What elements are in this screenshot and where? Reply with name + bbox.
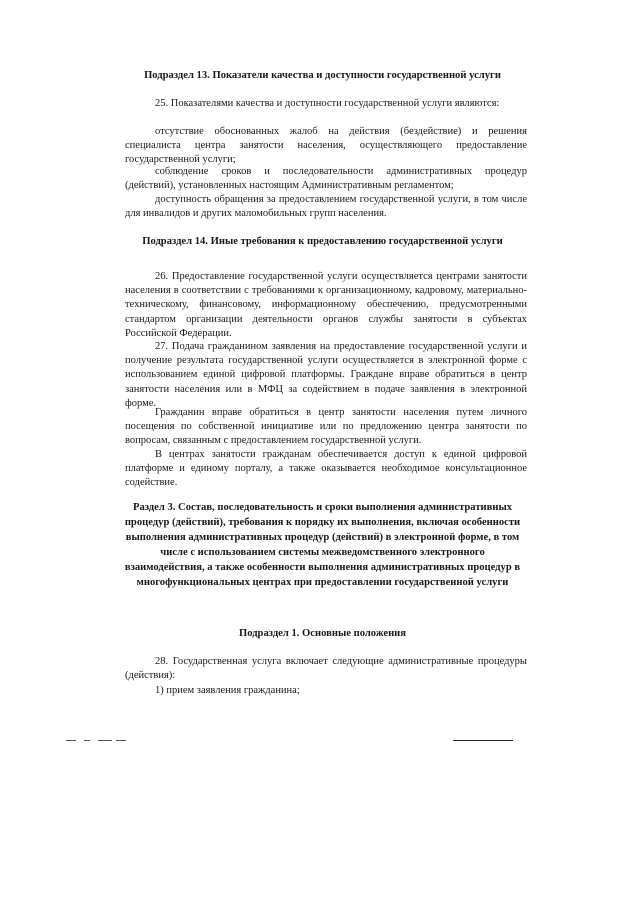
paragraph-25: 25. Показателями качества и доступности государственной услуги являются: bbox=[155, 98, 500, 109]
quality-indicator-3: доступность обращения за предоставлением государственной услуги, в том числе для инвалидов и других маломобильных групп населения. bbox=[125, 194, 527, 220]
footer-marks bbox=[0, 738, 640, 744]
paragraph-28: 28. Государственная услуга включает следующие административные процедуры (действия): bbox=[125, 656, 527, 682]
footer-dash bbox=[84, 740, 90, 741]
quality-indicator-2: соблюдение сроков и последовательности административных процедур (действий), установленных настоящим Административным регламентом; bbox=[125, 166, 527, 192]
footer-rule bbox=[453, 740, 513, 741]
procedure-item-1: 1) прием заявления гражданина; bbox=[155, 685, 300, 696]
quality-indicator-1: отсутствие обоснованных жалоб на действия (бездействие) и решения специалиста центра занятости населения, осуществляющего предоставление государственной услуги; bbox=[125, 126, 527, 166]
paragraph-27-citizen: Гражданин вправе обратиться в центр занятости населения путем личного посещения по собственной инициативе или по предложению центра занятости по вопросам, связанным с предоставлением государственной услуги. bbox=[125, 407, 527, 447]
footer-dash bbox=[66, 740, 76, 741]
subsection-13-heading: Подраздел 13. Показатели качества и доступности государственной услуги bbox=[144, 70, 501, 81]
subsection-14-heading: Подраздел 14. Иные требования к предоставлению государственной услуги bbox=[142, 236, 503, 247]
paragraph-27: 27. Подача гражданином заявления на предоставление государственной услуги и получение результата государственной услуги осуществляется в электронной форме с использованием единой цифровой платформы. Граждане вправе обратиться в центр занятости населения или в МФЦ за содействием в подаче заявления в электронной форме. bbox=[125, 341, 527, 409]
footer-dash bbox=[98, 740, 112, 741]
subsection-1-heading: Подраздел 1. Основные положения bbox=[238, 628, 407, 639]
paragraph-26: 26. Предоставление государственной услуги осуществляется центрами занятости населения в соответствии с требованиями к организационному, кадровому, материально-техническому, финансовому, информационному обеспечению, предусмотренными стандартом организации деятельности органов службы занятости в субъектах Российской Федерации. bbox=[125, 271, 527, 339]
section-3-heading: Раздел 3. Состав, последовательность и сроки выполнения административных процедур (действий), требования к порядку их выполнения, включая особенности выполнения административных процедур (действий) в электронной форме, в том числе с использованием системы межведомственного электронного взаимодействия, а также особенности выполнения административных процедур в многофункциональных центрах при предоставлении государственной услуги bbox=[124, 502, 521, 588]
footer-dash bbox=[116, 740, 126, 741]
paragraph-27-access: В центрах занятости гражданам обеспечивается доступ к единой цифровой платформе и единому порталу, а также оказывается необходимое консультационное содействие. bbox=[125, 449, 527, 489]
